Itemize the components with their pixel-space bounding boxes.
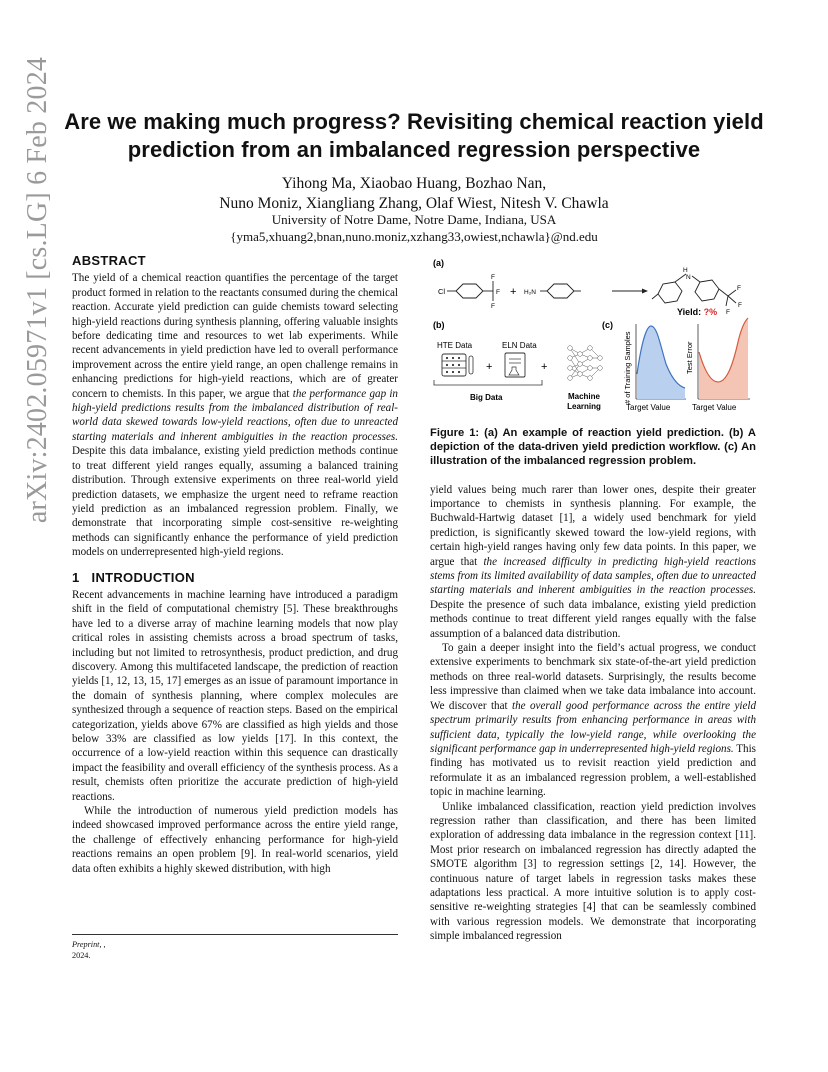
product-ring-2 <box>695 280 719 301</box>
right-p1-emphasis: the increased difficulty in predicting high-yield reactions stems from its limited availability of data samples, often due to unreacted starting materials and inherent ambiguities in the reaction processes. <box>430 555 757 597</box>
footnote-preprint: Preprint, , <box>72 940 106 949</box>
right-paragraph-3: Unlike imbalanced classification, reaction yield prediction involves regression rather than classification, and there has been limited exploration of addressing data imbalance in the regression context [11]. Most prior research on imbalanced regression has directly adapted the SMOTE algorithm [3] to regression settings [2, 14]. However, the continuous nature of target labels in regression tasks makes these adaptations less practical. A more intuitive solution is to apply cost-sensitive re-weighting strategies [4] that can be seamlessly combined with various regression models. We demonstrate that incorporating simple imbalanced regression <box>430 800 756 943</box>
workflow-plus-2: + <box>541 361 548 373</box>
right-column <box>430 254 756 944</box>
right-p2-text-2: This finding has motivated us to revisit reaction yield prediction and reformulate it as an imbalanced regression problem, a well-established topic in machine learning. <box>430 742 756 799</box>
product-fluorine-2: F <box>738 302 742 309</box>
benzene-ring-2 <box>547 284 574 298</box>
product-fluorine-1: F <box>737 285 741 292</box>
benzene-ring-1 <box>456 284 483 298</box>
figure-1-graphic <box>430 254 756 422</box>
right-paragraph-1 <box>430 483 756 641</box>
plot2-area <box>699 318 748 399</box>
abstract-paragraph <box>72 271 398 559</box>
abstract-heading: ABSTRACT <box>72 253 146 268</box>
panel-c-label: (c) <box>602 320 613 330</box>
right-p1-text-1: yield values being much rarer than lower ones, despite their greater importance to chemists in synthesis planning. For example, the Buchwald-Hartwig dataset [1], a widely used benchmark for yield prediction, is significantly skewed toward the low-yield regions, with certain high-yield ranges having only few data points. In this paper, we argue that <box>430 483 756 568</box>
chlorine-label: Cl <box>438 287 446 296</box>
abstract-text-2: Despite this data imbalance, existing yield prediction methods continue to treat different yield ranges equally, assuming a balanced training distribution. Through extensive experiments on three real-world yield prediction datasets, we emphasize the urgent need to reframe reaction yield prediction as an imbalanced regression problem. Finally, we demonstrate that incorporating simple cost-sensitive re-weighting methods can significantly enhance the performance of yield prediction models on underrepresented high-yield regions. <box>72 445 398 559</box>
amine-label: H₂N <box>524 289 536 296</box>
footnote <box>72 934 398 961</box>
hte-plate-icon <box>442 354 473 376</box>
author-line-1: Yihong Ma, Xiaobao Huang, Bozhao Nan, <box>281 175 547 192</box>
right-p2-text-1: To gain a deeper insight into the field’s actual progress, we conduct extensive experiments to benchmark six state-of-the-art yield prediction methods on three real-world datasets. Surprisingly, the results become less impressive than claimed when we take data imbalance into account. We discover that <box>430 642 756 712</box>
eln-notebook-icon <box>505 353 525 377</box>
abstract-text-1: The yield of a chemical reaction quantifies the percentage of the target product formed in relation to the reactants consumed during the chemical reaction. Accurate yield prediction can guide chemists toward selecting high-yield reactions during synthesis planning, offering valuable insights before dedicating time and resources to wet lab experiments. While recent advancements in yield prediction have led to overall performance improvement across the entire yield range, an open challenge remains in enhancing predictions for high-yield reactions, which are of greater concern to chemists. In this paper, we argue that <box>72 272 398 400</box>
workflow-plus-1: + <box>486 361 493 373</box>
plot2-xlabel: Target Value <box>692 403 737 412</box>
eln-data-label: ELN Data <box>502 341 537 350</box>
figure-1 <box>430 254 756 422</box>
footnote-year: 2024. <box>72 951 91 960</box>
yield-label: Yield: ?% <box>677 307 718 317</box>
right-p1-text-2: Despite the presence of such data imbalance, existing yield prediction methods continue to treat different yield ranges equally with the false assumption of a balanced data distribution. <box>430 598 756 640</box>
section-number: 1 <box>72 569 80 585</box>
right-p2-emphasis: the overall good performance across the entire yield spectrum primarily results from enhancing performance in areas with sufficient data, typically the low-yield range, while overlooking the significant performance gap in underrepresented high-yield regions. <box>430 699 756 755</box>
plot1-xlabel: Target Value <box>626 403 671 412</box>
machine-learning-label-1: Machine <box>567 392 601 401</box>
author-line-2: Nuno Moniz, Xiangliang Zhang, Olaf Wiest, Nitesh V. Chawla <box>219 195 609 212</box>
big-data-label: Big Data <box>470 393 503 402</box>
right-paragraph-2 <box>430 641 756 799</box>
nh-nitrogen: N <box>686 274 691 281</box>
plot1-ylabel: # of Training Samples <box>623 331 632 404</box>
reactant-plus: + <box>510 286 517 298</box>
fluorine-right: F <box>496 289 500 296</box>
figure-1-caption: Figure 1: (a) An example of reaction yield prediction. (b) A depiction of the data-driven yield prediction workflow. (c) An illustration of the imbalanced regression problem. <box>430 427 756 468</box>
left-column <box>72 254 398 876</box>
neural-network-icon <box>568 346 603 381</box>
intro-paragraph-2: While the introduction of numerous yield prediction models has indeed showcased improved performance across the entire yield range, the challenge of effectively enhancing performance for high-yield reactions remains an open problem [9]. In real-world scenarios, yield data often exhibits a highly skewed distribution, with high <box>72 805 398 875</box>
intro-paragraph-1: Recent advancements in machine learning have introduced a paradigm shift in the field of computational chemistry [5]. These breakthroughs have led to a diverse array of machine learning models that now play critical roles in assisting chemists across a broad spectrum of tasks, including but not limited to retrosynthesis, product prediction, and drug discovery. Among this multifaceted landscape, the prediction of reaction yields [1, 12, 13, 15, 17] emerges as an issue of paramount importance in the domain of synthesis planning, where complex molecules are synthesized through a sequence of reaction steps. Based on the empirical categorization, yields above 67% are classified as high yields and those below 33% are classified as low yields [17]. In this context, the occurrence of a low-yield reaction within this sequence can drastically impact the feasibility and overall efficiency of the synthesis process. As a result, chemists often prioritize the accurate prediction of high-yield reactions. <box>72 588 398 803</box>
section-title: INTRODUCTION <box>91 569 195 585</box>
nh-hydrogen: H <box>683 267 688 274</box>
panel-b-label: (b) <box>433 320 445 330</box>
big-data-bracket <box>434 380 542 385</box>
author-list <box>60 174 768 214</box>
machine-learning-label-2: Learning <box>567 402 601 411</box>
panel-a-label: (a) <box>433 258 444 268</box>
author-emails: {yma5,xhuang2,bnan,nuno.moniz,xzhang33,owiest,nchawla}@nd.edu <box>230 228 598 244</box>
arxiv-identifier-text: arXiv:2402.05971v1 [cs.LG] 6 Feb 2024 <box>22 56 53 524</box>
yield-value: ?% <box>703 307 718 317</box>
abstract-emphasis: the performance gap in high-yield predictions results from the imbalanced distribution of real-world data skewed towards low-yield reactions, often due to unreacted starting materials and inherent ambiguities in the reaction processes. <box>72 387 398 443</box>
product-ring-1 <box>658 282 682 303</box>
affiliation: University of Notre Dame, Notre Dame, Indiana, USA <box>271 212 557 227</box>
fluorine-bottom: F <box>491 303 495 310</box>
product-fluorine-3: F <box>726 309 730 316</box>
paper-title: Are we making much progress? Revisiting chemical reaction yield prediction from an imbalanced regression perspective <box>64 109 764 162</box>
fluorine-top: F <box>491 274 495 281</box>
hte-data-label: HTE Data <box>437 341 473 350</box>
affiliation-block <box>60 212 768 245</box>
plot2-ylabel: Test Error <box>685 341 694 374</box>
introduction-heading <box>72 571 398 585</box>
